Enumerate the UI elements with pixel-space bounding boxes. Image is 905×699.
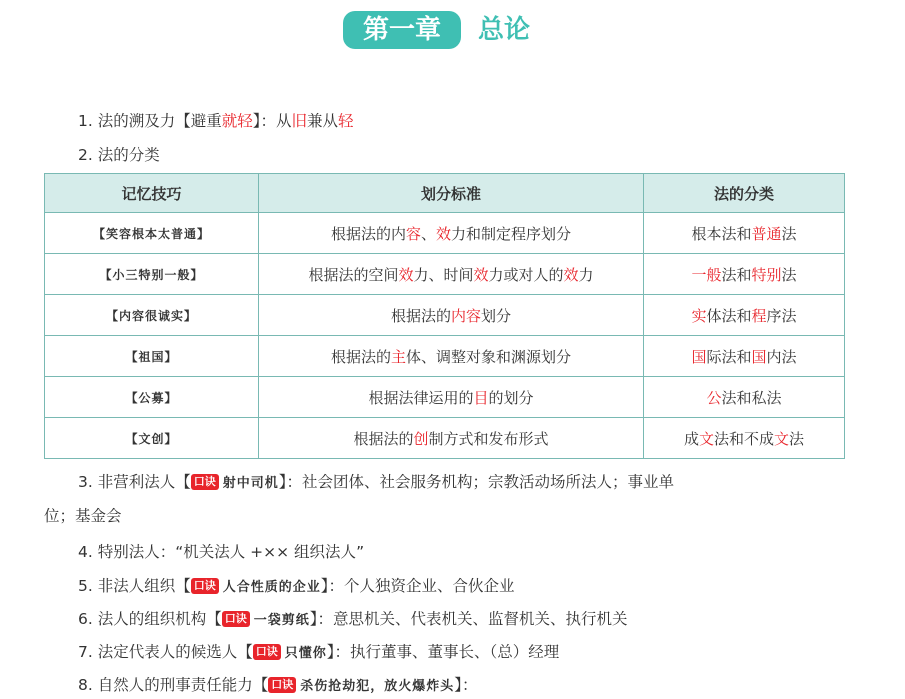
text: 】： (454, 676, 478, 694)
criteria-cell (259, 213, 644, 254)
highlight-text: 旧 (291, 112, 308, 130)
category-cell (644, 213, 845, 254)
table-row (45, 254, 845, 295)
item-6 (78, 608, 878, 632)
mnemonic-text: 射中司机 (222, 476, 279, 491)
table-row (45, 295, 845, 336)
text: 5. 非法人组织【 (78, 577, 191, 595)
mnemonic-badge: 口诀 (191, 578, 219, 594)
table-row (45, 377, 845, 418)
text: 力、时间 (413, 265, 474, 284)
text: 】：个人独资企业、合伙企业 (320, 577, 515, 595)
text: 法 (789, 429, 805, 448)
criteria-cell (259, 295, 644, 336)
text: 8. 自然人的刑事责任能力【 (78, 676, 269, 694)
chapter-badge: 第一章 (343, 11, 461, 49)
text: 成 (683, 429, 699, 448)
criteria-cell (259, 418, 644, 459)
text: 根据法的 (330, 347, 391, 366)
item-1 (78, 110, 878, 132)
highlight-text: 国 (691, 347, 707, 366)
text: 兼从 (307, 112, 339, 130)
text: 7. 法定代表人的候选人【 (78, 643, 253, 661)
criteria-cell (259, 254, 644, 295)
classification-table (44, 173, 845, 459)
text: 际法和 (706, 347, 752, 366)
text: 】：从 (252, 112, 292, 130)
memory-tip-cell: 【公募】 (45, 377, 259, 418)
criteria-cell (259, 336, 644, 377)
text: 根本法和 (691, 224, 752, 243)
highlight-text: 效 (563, 265, 579, 284)
criteria-cell (259, 377, 644, 418)
item-2: 2. 法的分类 (78, 146, 160, 164)
text: 根据法的 (390, 306, 451, 325)
highlight-text: 公 (706, 388, 722, 407)
highlight-text: 目 (473, 388, 489, 407)
text: 根据法的 (353, 429, 414, 448)
header-cell: 划分标准 (259, 174, 644, 213)
text: 根据法的空间 (308, 265, 399, 284)
item-7 (78, 641, 878, 665)
highlight-text: 特别 (751, 265, 782, 284)
highlight-text: 实 (691, 306, 707, 325)
memory-tip-cell: 【文创】 (45, 418, 259, 459)
category-cell (644, 336, 845, 377)
text: 3. 非营利法人【 (78, 473, 191, 491)
mnemonic-badge: 口诀 (191, 474, 219, 490)
chapter-header (0, 6, 905, 56)
highlight-text: 创 (413, 429, 429, 448)
text: 序法 (766, 306, 797, 325)
item-4: 4. 特别法人：“机关法人 +×× 组织法人” (78, 543, 365, 561)
memory-tip-cell: 【小三特别一般】 (45, 254, 259, 295)
highlight-text: 内容 (450, 306, 481, 325)
header-cell: 法的分类 (644, 174, 845, 213)
text: 力或对人的 (488, 265, 564, 284)
memory-tip-cell: 【笑容根本太普通】 (45, 213, 259, 254)
highlight-text: 轻 (338, 112, 354, 130)
category-cell (644, 295, 845, 336)
item-5 (78, 575, 878, 599)
highlight-text: 效 (436, 224, 452, 243)
text: 法和私法 (721, 388, 782, 407)
text: 】：社会团体、社会服务机构；宗教活动场所法人；事业单 (278, 473, 674, 491)
mnemonic-badge: 口诀 (268, 677, 296, 693)
highlight-text: 文 (698, 429, 714, 448)
text: 力 (578, 265, 594, 284)
text: 体法和 (706, 306, 752, 325)
text: 法 (781, 265, 797, 284)
text: 法 (781, 224, 797, 243)
mnemonic-text: 一袋剪纸 (253, 613, 310, 628)
item-3-wrap: 位；基金会 (44, 507, 122, 525)
highlight-text: 普通 (751, 224, 782, 243)
text: 6. 法人的组织机构【 (78, 610, 222, 628)
highlight-text: 效 (473, 265, 489, 284)
text: 】：意思机关、代表机关、监督机关、执行机关 (309, 610, 628, 628)
highlight-text: 容 (405, 224, 421, 243)
table-row (45, 418, 845, 459)
table-header-row (45, 174, 845, 213)
text: 的划分 (488, 388, 534, 407)
text: 根据法律运用的 (368, 388, 474, 407)
highlight-text: 就轻 (221, 112, 253, 130)
text: 体、调整对象和渊源划分 (406, 347, 572, 366)
table-row (45, 336, 845, 377)
mnemonic-badge: 口诀 (253, 644, 281, 660)
memory-tip-cell: 【祖国】 (45, 336, 259, 377)
mnemonic-text: 杀伤抢劫犯，放火爆炸头 (300, 679, 455, 694)
text: 内法 (766, 347, 797, 366)
text: 根据法的内 (330, 224, 406, 243)
highlight-text: 一般 (691, 265, 722, 284)
text: 力和制定程序划分 (451, 224, 572, 243)
text: 划分 (481, 306, 512, 325)
category-cell (644, 254, 845, 295)
chapter-title: 总论 (478, 15, 531, 45)
table-row (45, 213, 845, 254)
mnemonic-badge: 口诀 (222, 611, 250, 627)
category-cell (644, 377, 845, 418)
highlight-text: 效 (398, 265, 414, 284)
highlight-text: 程 (751, 306, 767, 325)
text: 、 (420, 224, 436, 243)
highlight-text: 主 (390, 347, 406, 366)
item-8 (78, 674, 878, 698)
text: 法和 (721, 265, 752, 284)
text: 制方式和发布形式 (428, 429, 549, 448)
mnemonic-text: 人合性质的企业 (222, 580, 321, 595)
text: 1. 法的溯及力【避重 (78, 112, 222, 130)
item-3 (78, 471, 878, 495)
memory-tip-cell: 【内容很诚实】 (45, 295, 259, 336)
header-cell: 记忆技巧 (45, 174, 259, 213)
mnemonic-text: 只懂你 (284, 646, 327, 661)
highlight-text: 文 (774, 429, 790, 448)
highlight-text: 国 (751, 347, 767, 366)
text: 法和不成 (713, 429, 774, 448)
category-cell (644, 418, 845, 459)
text: 】：执行董事、董事长、（总）经理 (326, 643, 560, 661)
